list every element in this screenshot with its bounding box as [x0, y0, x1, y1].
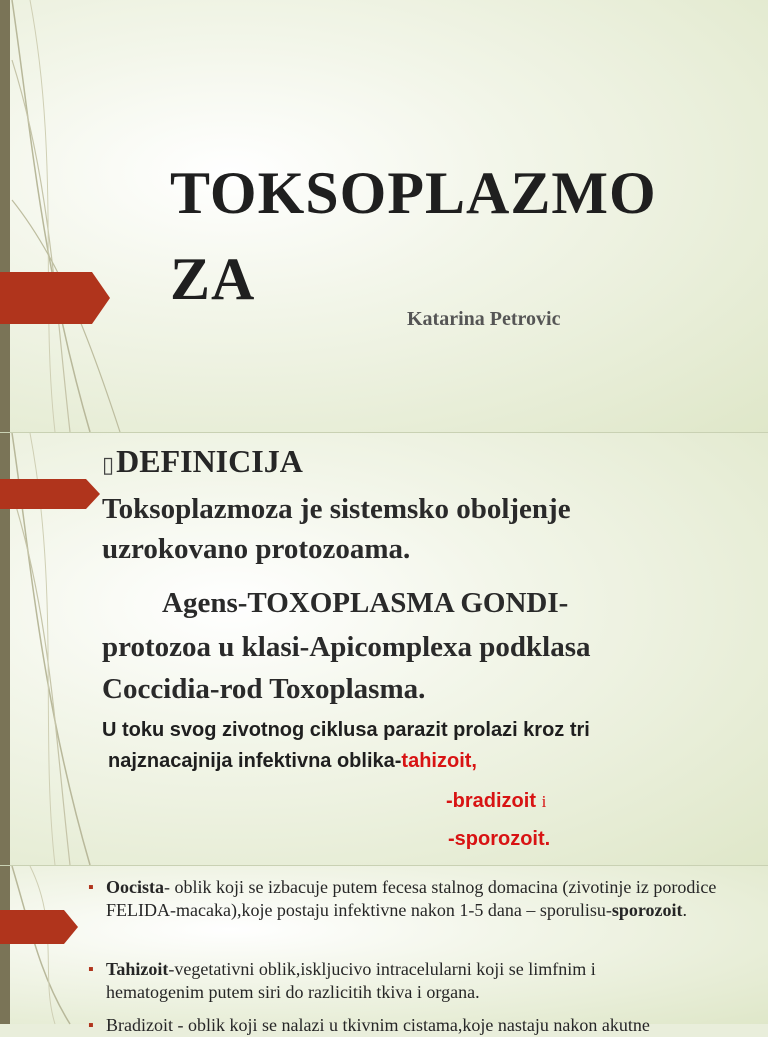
- list-item-tahizoit: [88, 958, 738, 1004]
- form-sporozoit: -sporozoit.: [448, 828, 551, 850]
- accent-arrow: [0, 910, 80, 944]
- list-item-bradizoit: [88, 1014, 738, 1037]
- decorative-curves: [0, 0, 140, 432]
- list-item-text-partial: Bradizoit - oblik koji se nalazi u tkivnim cistama,koje nastaju nakon akutne: [106, 1015, 650, 1035]
- slide-title: [170, 150, 690, 322]
- title-slide: [0, 0, 768, 432]
- definition-line-4: protozoa u klasi-Apicomplexa podklasa: [102, 631, 591, 663]
- definition-line-1: Toksoplazmoza je sistemsko oboljenje: [102, 493, 571, 525]
- definition-slide: [0, 433, 768, 865]
- lifecycle-line-1: U toku svog zivotnog ciklusa parazit prolazi kroz tri: [102, 719, 590, 741]
- oocista-end: .: [682, 900, 688, 920]
- forms-slide: [0, 866, 768, 1035]
- accent-arrow: [0, 272, 112, 324]
- title-line-1: TOKSOPLAZMO: [170, 160, 657, 226]
- list-item-text: [106, 876, 738, 922]
- form-bradizoit: -bradizoit: [446, 790, 536, 812]
- definition-line-2: uzrokovano protozoama.: [102, 533, 411, 565]
- form-conjunction: i: [541, 792, 547, 811]
- oocista-description: - oblik koji se izbacuje putem fecesa stalnog domacina (zivotinje iz porodice FELIDA-macaka),koje postaju infektivne nakon 1-5 dana – sporulisu-: [106, 877, 717, 920]
- bullet-icon: ▯: [102, 452, 115, 477]
- author-name: Katarina Petrovic: [407, 308, 561, 330]
- bullet-marker-icon: ▪: [88, 961, 94, 978]
- heading-text: DEFINICIJA: [116, 443, 303, 479]
- lifecycle-line-3: [446, 790, 546, 813]
- tahizoit-description: -vegetativni oblik,iskljucivo intracelularni koji se limfnim i hematogenim putem siri do razlicitih tkiva i organa.: [106, 959, 596, 1002]
- term-tahizoit: Tahizoit: [106, 959, 169, 979]
- definition-line-3: Agens-TOXOPLASMA GONDI-: [162, 587, 569, 619]
- list-item-text: [106, 958, 666, 1004]
- accent-arrow: [0, 479, 102, 509]
- definition-line-5: Coccidia-rod Toxoplasma.: [102, 673, 426, 705]
- bullet-marker-icon: ▪: [88, 1017, 94, 1034]
- lifecycle-line-4: [448, 828, 550, 851]
- lifecycle-line-2: [108, 750, 477, 773]
- title-line-2: ZA: [170, 246, 256, 312]
- term-oocista: Oocista: [106, 877, 164, 897]
- lifecycle-prefix: najznacajnija infektivna oblika-: [108, 750, 402, 772]
- bullet-marker-icon: ▪: [88, 879, 94, 896]
- section-heading: [102, 443, 303, 480]
- form-tahizoit: tahizoit,: [401, 750, 477, 772]
- list-item-oocista: [88, 876, 738, 922]
- term-sporozoit: sporozoit: [611, 900, 683, 920]
